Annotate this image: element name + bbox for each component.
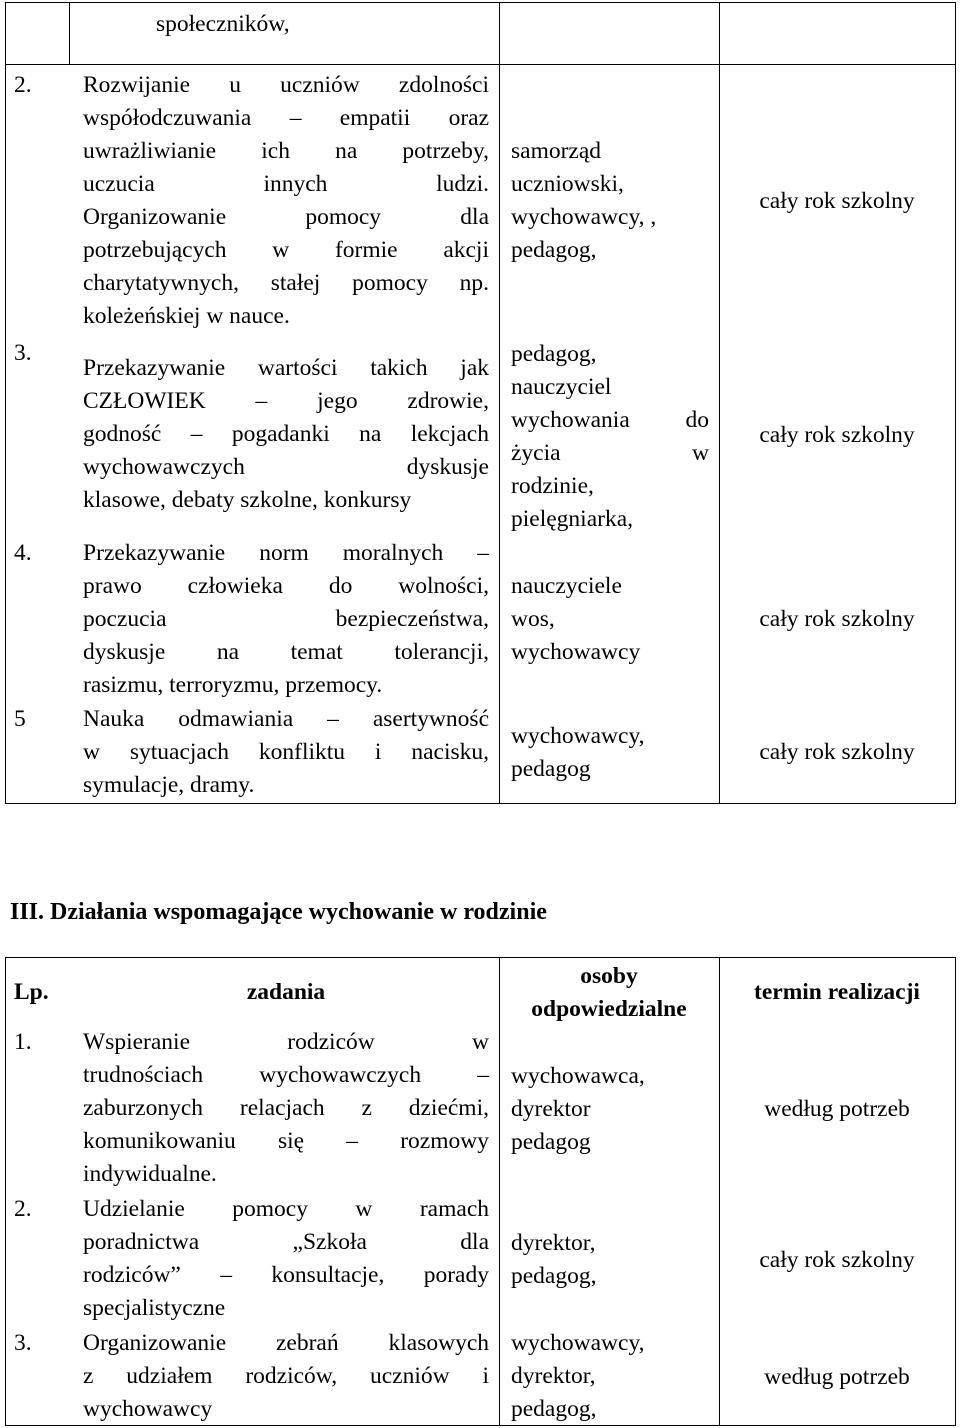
text-line: poradnictwa „Szkoła dla xyxy=(83,1229,489,1255)
text-line: uwrażliwianie ich na potrzeby, xyxy=(83,138,489,164)
table-2-row-3-persons xyxy=(511,1327,709,1426)
table-1-row-3-lp: 3. xyxy=(14,340,32,366)
text-line: zaburzonych relacjach z dziećmi, xyxy=(83,1095,489,1121)
text-line: Udzielanie pomocy w ramach xyxy=(83,1196,489,1222)
text-line: Wspieranie rodziców w xyxy=(83,1029,489,1055)
text-line: pielęgniarka, xyxy=(511,506,634,532)
table-1-row-3-term: cały rok szkolny xyxy=(759,422,915,448)
text-line: wychowawcy xyxy=(511,639,641,665)
text-line: dyrektor, xyxy=(511,1363,596,1389)
text-line: CZŁOWIEK – jego zdrowie, xyxy=(83,388,489,414)
text-line: poczucia bezpieczeństwa, xyxy=(83,606,489,632)
text-line: współodczuwania – empatii oraz xyxy=(83,105,489,131)
table-2-header-task: zadania xyxy=(246,979,326,1005)
text-line: Organizowanie pomocy dla xyxy=(83,204,489,230)
text-line: klasowe, debaty szkolne, konkursy xyxy=(83,487,412,513)
table-1-row-2-persons xyxy=(511,135,709,267)
table-1-row-4-persons xyxy=(511,570,709,669)
table-1-row-3-persons xyxy=(511,338,709,536)
text-line: samorząd xyxy=(511,138,602,164)
table-1-row-5-lp: 5 xyxy=(14,706,26,732)
table-1-row-1-task: społeczników, xyxy=(156,11,290,37)
text-line: wychowawcy, xyxy=(511,723,645,749)
text-line: pedagog, xyxy=(511,237,597,263)
table-1-row-5-term: cały rok szkolny xyxy=(759,739,915,765)
text-line: pedagog, xyxy=(511,1263,597,1289)
text-line: w sytuacjach konfliktu i nacisku, xyxy=(83,739,489,765)
text-line: nauczyciele xyxy=(511,573,622,599)
text-line: wychowawcy xyxy=(83,1396,213,1422)
text-line: wos, xyxy=(511,606,555,632)
text-line: Nauka odmawiania – asertywność xyxy=(83,706,489,732)
text-line: charytatywnych, stałej pomocy np. xyxy=(83,270,489,296)
table-2-row-1-term: według potrzeb xyxy=(764,1096,910,1122)
table-1-row-2-term: cały rok szkolny xyxy=(759,188,915,214)
text-line: indywidualne. xyxy=(83,1161,217,1187)
text-line: koleżeńskiej w nauce. xyxy=(83,303,290,329)
text-line: Organizowanie zebrań klasowych xyxy=(83,1330,489,1356)
text-line: dyskusje na temat tolerancji, xyxy=(83,639,489,665)
table-1-row-4-lp: 4. xyxy=(14,540,32,566)
table-1-row-2-task xyxy=(83,69,489,333)
text-line: nauczyciel xyxy=(511,374,612,400)
table-2-row-1-lp: 1. xyxy=(14,1029,32,1055)
text-line: uczucia innych ludzi. xyxy=(83,171,489,197)
table-1-row-2-lp: 2. xyxy=(14,72,32,98)
text-line: symulacje, dramy. xyxy=(83,772,255,798)
text-line: pedagog xyxy=(511,1129,591,1155)
table-1-row-3-task xyxy=(83,352,489,517)
text-line: wychowawca, xyxy=(511,1063,645,1089)
table-2-row-2-task xyxy=(83,1193,489,1325)
text-line: komunikowaniu się – rozmowy xyxy=(83,1128,489,1154)
table-2-header-term: termin realizacji xyxy=(754,979,920,1005)
text-line: Przekazywanie norm moralnych – xyxy=(83,540,489,566)
table-1-row-5-persons xyxy=(511,720,709,786)
text-line: z udziałem rodziców, uczniów i xyxy=(83,1363,489,1389)
text-line: wychowawcy, , xyxy=(511,204,657,230)
table-1-row-4-term: cały rok szkolny xyxy=(759,606,915,632)
text-line: Przekazywanie wartości takich jak xyxy=(83,355,489,381)
text-line: wychowania do xyxy=(511,407,709,433)
table-1-row-5-task xyxy=(83,703,489,802)
text-line: rodziców” – konsultacje, porady xyxy=(83,1262,489,1288)
text-line: pedagog, xyxy=(511,341,597,367)
text-line: Rozwijanie u uczniów zdolności xyxy=(83,72,489,98)
table-2-row-3-term: według potrzeb xyxy=(764,1364,910,1390)
table-2-row-1-task xyxy=(83,1026,489,1191)
text-line: trudnościach wychowawczych – xyxy=(83,1062,489,1088)
text-line: prawo człowieka do wolności, xyxy=(83,573,489,599)
table-2-row-3-task xyxy=(83,1327,489,1426)
text-line: rasizmu, terroryzmu, przemocy. xyxy=(83,672,383,698)
text-line: dyrektor xyxy=(511,1096,591,1122)
table-2-header-lp: Lp. xyxy=(14,979,49,1005)
text-line: dyrektor, xyxy=(511,1230,596,1256)
section-heading: III. Działania wspomagające wychowanie w rodzinie xyxy=(10,899,547,925)
text-line: rodzinie, xyxy=(511,473,594,499)
table-2-row-2-persons xyxy=(511,1227,709,1293)
text-line: pedagog xyxy=(511,756,591,782)
table-2-header-persons: osoby odpowiedzialne xyxy=(531,963,687,1022)
table-2-row-2-lp: 2. xyxy=(14,1196,32,1222)
table-2-row-1-persons xyxy=(511,1060,709,1159)
table-1-row-4-task xyxy=(83,537,489,702)
text-line: wychowawcy, xyxy=(511,1330,645,1356)
text-line: pedagog, xyxy=(511,1396,597,1422)
text-line: wychowawczych dyskusje xyxy=(83,454,489,480)
text-line: potrzebujących w formie akcji xyxy=(83,237,489,263)
text-line: specjalistyczne xyxy=(83,1295,226,1321)
text-line: uczniowski, xyxy=(511,171,624,197)
table-2-row-3-lp: 3. xyxy=(14,1330,32,1356)
table-2-row-2-term: cały rok szkolny xyxy=(759,1247,915,1273)
text-line: godność – pogadanki na lekcjach xyxy=(83,421,489,447)
text-line: życia w xyxy=(511,440,709,466)
